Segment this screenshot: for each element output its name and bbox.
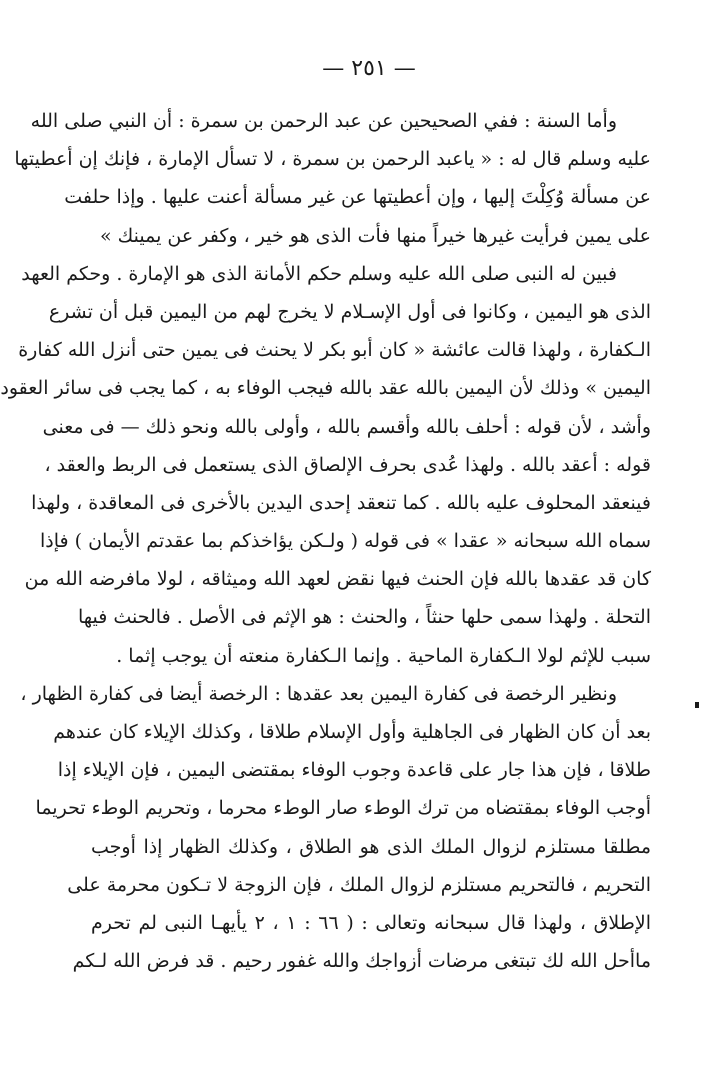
text-line: التحريم ، فالتحريم مستلزم لزوال الملك ، فإن الزوجة لا تـكون محرمة على (67, 873, 651, 896)
text-line: كان قد عقدها بالله فإن الحنث فيها نقض لعهد الله وميثاقه ، لولا مافرضه الله من (24, 568, 651, 591)
text-line: الإطلاق ، ولهذا قال سبحانه وتعالى : ( ٦٦ : ١ ، ٢ يأيهـا النبى لم تحرم (91, 911, 651, 934)
text-line: بعد أن كان الظهار فى الجاهلية وأول الإسلام طلاقا ، وكذلك الإيلاء كان عندهم (53, 721, 651, 743)
text-line: قوله : أعقد بالله . ولهذا عُدى بحرف الإلصاق الذى يستعمل فى الربط والعقد ، (44, 453, 651, 476)
text-line: وأما السنة : ففي الصحيحين عن عبد الرحمن بن سمرة : أن النبي صلى الله (30, 110, 617, 132)
text-line: أوجب الوفاء بمقتضاه من ترك الوطء صار الوطء محرما ، وتحريم الوطء تحريما (35, 797, 651, 820)
text-line: ونظير الرخصة فى كفارة اليمين بعد عقدها : الرخصة أيضا فى كفارة الظهار ، (20, 682, 617, 705)
text-line: الـكفارة ، ولهذا قالت عائشة « كان أبو بكر لا يحنث فى يمين حتى أنزل الله كفارة (18, 339, 651, 362)
text-line: فينعقد المحلوف عليه بالله . كما تنعقد إحدى اليدين بالأخرى فى المعاقدة ، ولهذا (31, 491, 651, 514)
text-line: ماأحل الله لك تبتغى مرضات أزواجك والله غفور رحيم . قد فرض الله لـكم (72, 950, 651, 973)
text-line: وأشد ، لأن قوله : أحلف بالله وأقسم بالله ، وأولى بالله ونحو ذلك — فى معنى (42, 415, 651, 438)
margin-mark (695, 702, 699, 708)
text-line: طلاقا ، فإن هذا جار على قاعدة وجوب الوفاء بمقتضى اليمين ، فإن الإيلاء إذا (57, 759, 651, 782)
page-number: — ٢٥١ — (322, 56, 416, 81)
text-line: الذى هو اليمين ، وكانوا فى أول الإسـلام لا يخرج لهم من اليمين قبل أن تشرع (48, 300, 651, 323)
text-line: عليه وسلم قال له : « ياعبد الرحمن بن سمرة ، لا تسأل الإمارة ، فإنك إن أعطيتها (14, 148, 651, 171)
page-body (0, 102, 707, 980)
text-line: فبين له النبى صلى الله عليه وسلم حكم الأمانة الذى هو الإمارة . وحكم العهد (21, 262, 617, 285)
text-line: اليمين » وذلك لأن اليمين بالله عقد بالله فيجب الوفاء به ، كما يجب فى سائر العقود (0, 377, 651, 400)
text-line: عن مسألة وُكِلْتَ إليها ، وإن أعطيتها عن غير مسألة أعنت عليها . وإذا حلفت (64, 186, 651, 209)
text-line: على يمين فرأيت غيرها خيراً منها فأت الذى هو خير ، وكفر عن يمينك » (99, 224, 651, 247)
text-line: التحلة . ولهذا سمى حلها حنثاً ، والحنث : هو الإثم فى الأصل . فالحنث فيها (77, 606, 651, 629)
text-line: سماه الله سبحانه « عقدا » فى قوله ( ولـكن يؤاخذكم بما عقدتم الأيمان ) فإذا (40, 530, 651, 553)
text-line: سبب للإثم لولا الـكفارة الماحية . وإنما الـكفارة منعته أن يوجب إثما . (116, 644, 651, 667)
text-line: مطلقا مستلزم لزوال الملك الذى هو الطلاق ، وكذلك الظهار إذا أوجب (91, 835, 651, 858)
